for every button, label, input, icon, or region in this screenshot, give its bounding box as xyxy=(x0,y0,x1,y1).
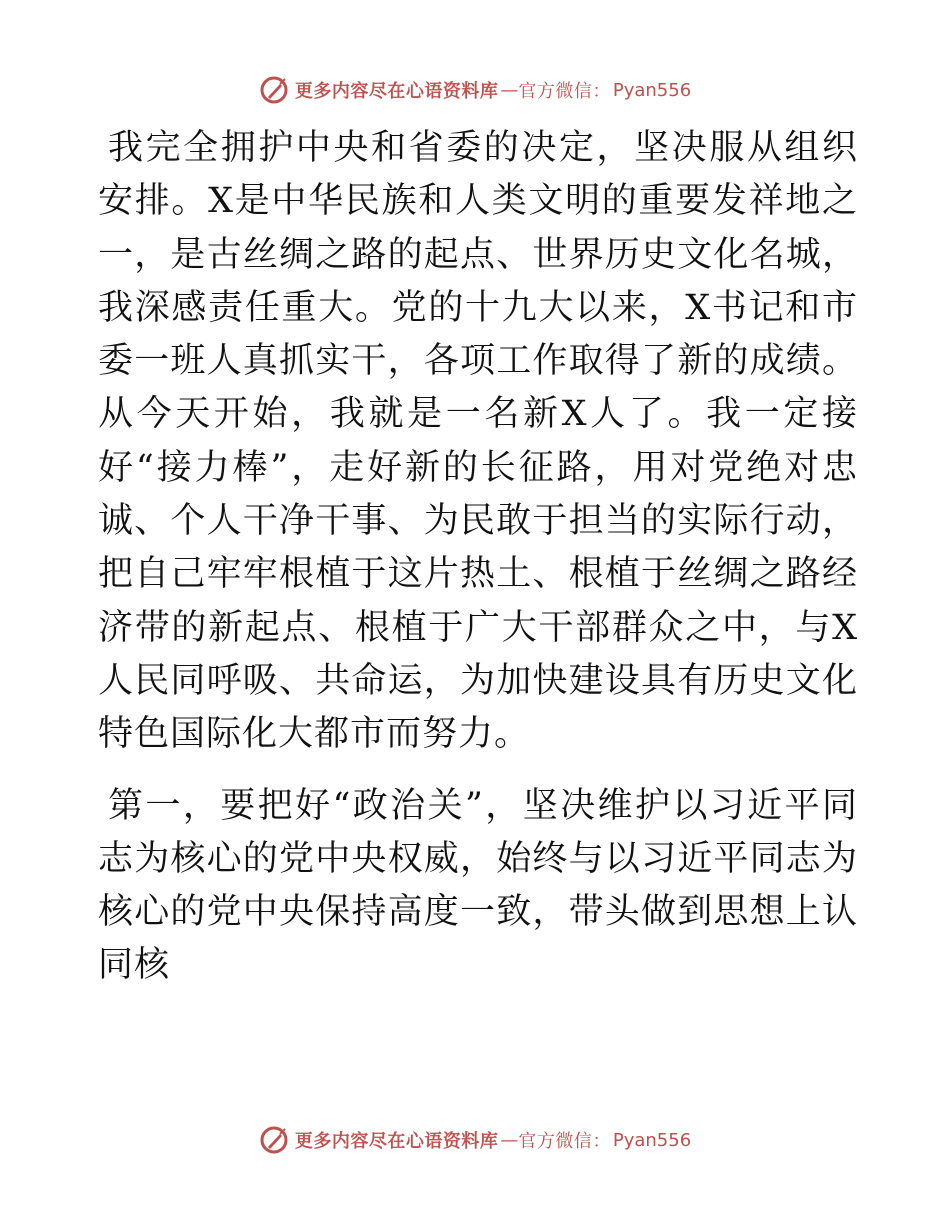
watermark-wechat-id: Pyan556 xyxy=(612,1129,692,1151)
watermark-separator: — xyxy=(500,1129,517,1151)
watermark-main-text: 更多内容尽在心语资料库 xyxy=(294,81,499,102)
header-watermark xyxy=(0,70,950,110)
watermark-separator: — xyxy=(500,79,517,101)
quill-logo-icon xyxy=(259,75,289,105)
paragraph-2: 第一，要把好“政治关”，坚决维护以习近平同志为核心的党中央权威，始终与以习近平同志为核心的党中央保持高度一致，带头做到思想上认同核 xyxy=(98,785,858,986)
watermark-main-text: 更多内容尽在心语资料库 xyxy=(294,1131,499,1152)
quill-logo-icon xyxy=(259,1125,289,1155)
footer-watermark xyxy=(0,1120,950,1160)
document-body xyxy=(98,122,858,993)
paragraph-1: 我完全拥护中央和省委的决定，坚决服从组织安排。X是中华民族和人类文明的重要发祥地之一，是古丝绸之路的起点、世界历史文化名城，我深感责任重大。党的十九大以来，X书记和市委一班人真抓实干，各项工作取得了新的成绩。从今天开始，我就是一名新X人了。我一定接好“接力棒”，走好新的长征路，用对党绝对忠诚、个人干净干事、为民敢于担当的实际行动，把自己牢牢根植于这片热土、根植于丝绸之路经济带的新起点、根植于广大干部群众之中，与X人民同呼吸、共命运，为加快建设具有历史文化特色国际化大都市而努力。 xyxy=(98,128,858,755)
watermark-wechat-label: 官方微信： xyxy=(518,1131,611,1152)
watermark-wechat-id: Pyan556 xyxy=(612,79,692,101)
watermark-wechat-label: 官方微信： xyxy=(518,81,611,102)
